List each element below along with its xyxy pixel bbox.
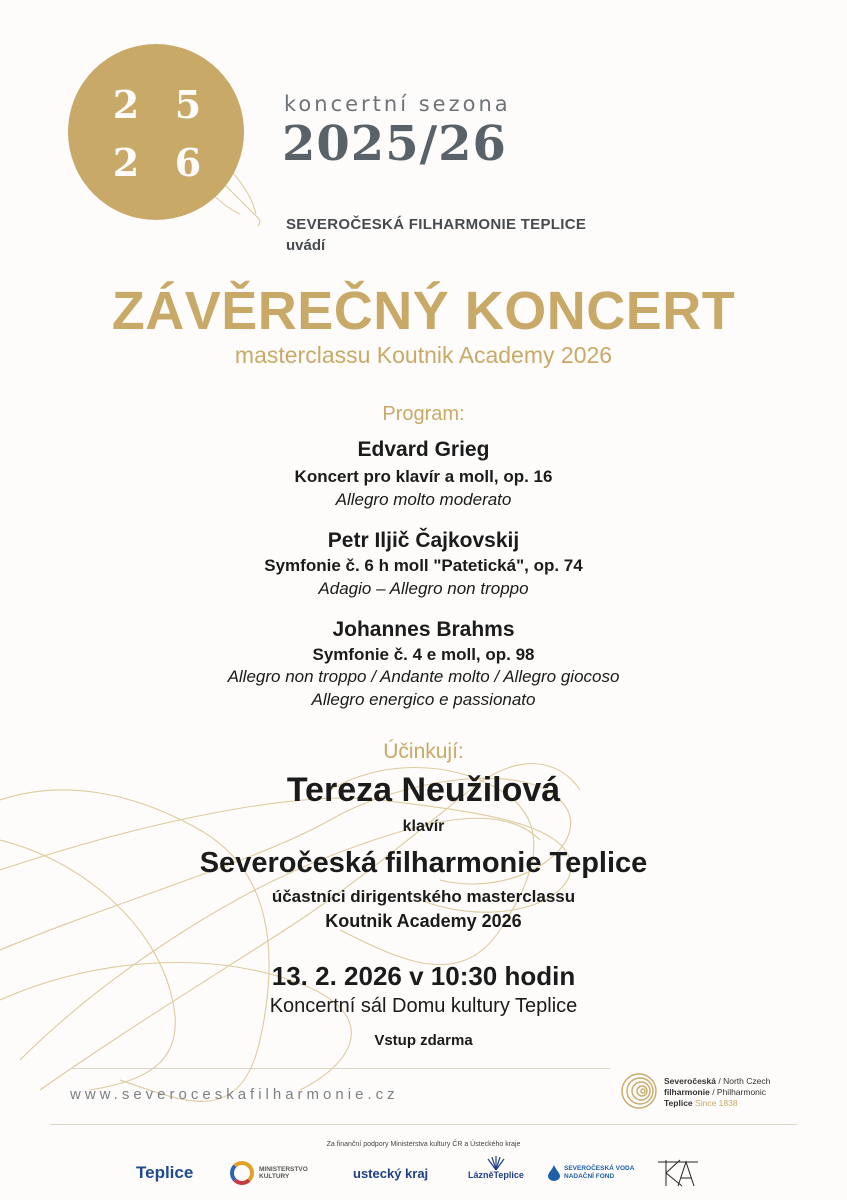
presenter: SEVEROČESKÁ FILHARMONIE TEPLICE (286, 216, 587, 233)
ministry-line2: KULTURY (259, 1173, 290, 1180)
support-note: Za finanční podpory Ministerstva kultury ČR a Ústeckého kraje (326, 1141, 521, 1148)
soloist-name: Tereza Neužilová (286, 771, 561, 809)
concert-subtitle: masterclassu Koutnik Academy 2026 (234, 342, 613, 368)
orchestra-logo-text (664, 1076, 770, 1109)
program-label: Program: (382, 403, 465, 425)
program-composer: Johannes Brahms (332, 618, 515, 641)
sponsor-koutnik-academy-logo (656, 1156, 700, 1190)
lazne-fan-icon (485, 1156, 507, 1170)
program-work: Koncert pro klavír a moll, op. 16 (294, 467, 553, 486)
voda-line1: SEVEROČESKÁ VODA (564, 1165, 635, 1172)
ministry-logo-text (259, 1166, 308, 1180)
ministry-line1: MINISTERSTVO (259, 1166, 308, 1173)
spiral-logo-icon (620, 1072, 658, 1110)
logo-line2-cz: filharmonie (664, 1087, 710, 1097)
logo-line1-en: / North Czech (718, 1076, 771, 1086)
season-badge (68, 44, 244, 220)
logo-line2-en: / Philharmonic (712, 1087, 767, 1097)
voda-line2: NADAČNÍ FOND (564, 1173, 615, 1180)
soloist-role: klavír (402, 818, 445, 835)
sponsor-ministry-logo (230, 1156, 308, 1190)
program-composer: Petr Iljič Čajkovskij (327, 529, 520, 552)
divider (70, 1068, 610, 1069)
concert-date: 13. 2. 2026 v 10:30 hodin (271, 961, 576, 991)
orchestra-logo (620, 1072, 800, 1116)
program-movement: Adagio – Allegro non troppo (318, 579, 529, 598)
lazne-logo-text: LázněTeplice (468, 1170, 524, 1180)
ka-monogram-icon (656, 1156, 700, 1190)
program-movement: Allegro energico e passionato (311, 690, 536, 709)
badge-digit: 2 (112, 140, 140, 185)
logo-line3-en: Since 1838 (695, 1098, 738, 1108)
logo-line3-cz: Teplice (664, 1098, 693, 1108)
sponsor-ustecky-kraj-logo: ustecký kraj (353, 1165, 429, 1181)
ministry-circle-icon (230, 1161, 254, 1185)
badge-digit: 2 (112, 82, 140, 127)
concert-title: ZÁVĚREČNÝ KONCERT (111, 281, 736, 341)
program-movement: Allegro non troppo / Andante molto / Allegro giocoso (227, 667, 620, 686)
divider (50, 1124, 797, 1125)
website-link[interactable]: www.severoceskafilharmonie.cz (70, 1086, 399, 1103)
sponsor-lazne-teplice-logo (468, 1156, 524, 1190)
performers-label: Účinkují: (383, 740, 464, 763)
presents-label: uvádí (286, 237, 326, 254)
orchestra-name: Severočeská filharmonie Teplice (199, 847, 648, 879)
logo-line1-cz: Severočeská (664, 1076, 716, 1086)
badge-digit: 5 (174, 82, 202, 127)
season-label: koncertní sezona (284, 92, 511, 116)
program-composer: Edvard Grieg (357, 438, 490, 461)
admission-note: Vstup zdarma (374, 1032, 473, 1049)
orchestra-note: účastníci dirigentského masterclassu (271, 887, 576, 906)
concert-venue: Koncertní sál Domu kultury Teplice (269, 995, 578, 1017)
water-drop-icon (548, 1165, 560, 1181)
program-work: Symfonie č. 6 h moll "Patetická", op. 74 (264, 556, 583, 575)
sponsor-teplice-logo: Teplice (136, 1163, 194, 1182)
season-years: 2025/26 (282, 116, 507, 172)
badge-digit: 6 (174, 140, 202, 185)
voda-logo-text (564, 1165, 634, 1181)
program-movement: Allegro molto moderato (335, 490, 512, 509)
orchestra-note: Koutnik Academy 2026 (325, 911, 522, 931)
sponsor-severoceska-voda-logo (548, 1156, 634, 1190)
program-work: Symfonie č. 4 e moll, op. 98 (312, 645, 535, 664)
